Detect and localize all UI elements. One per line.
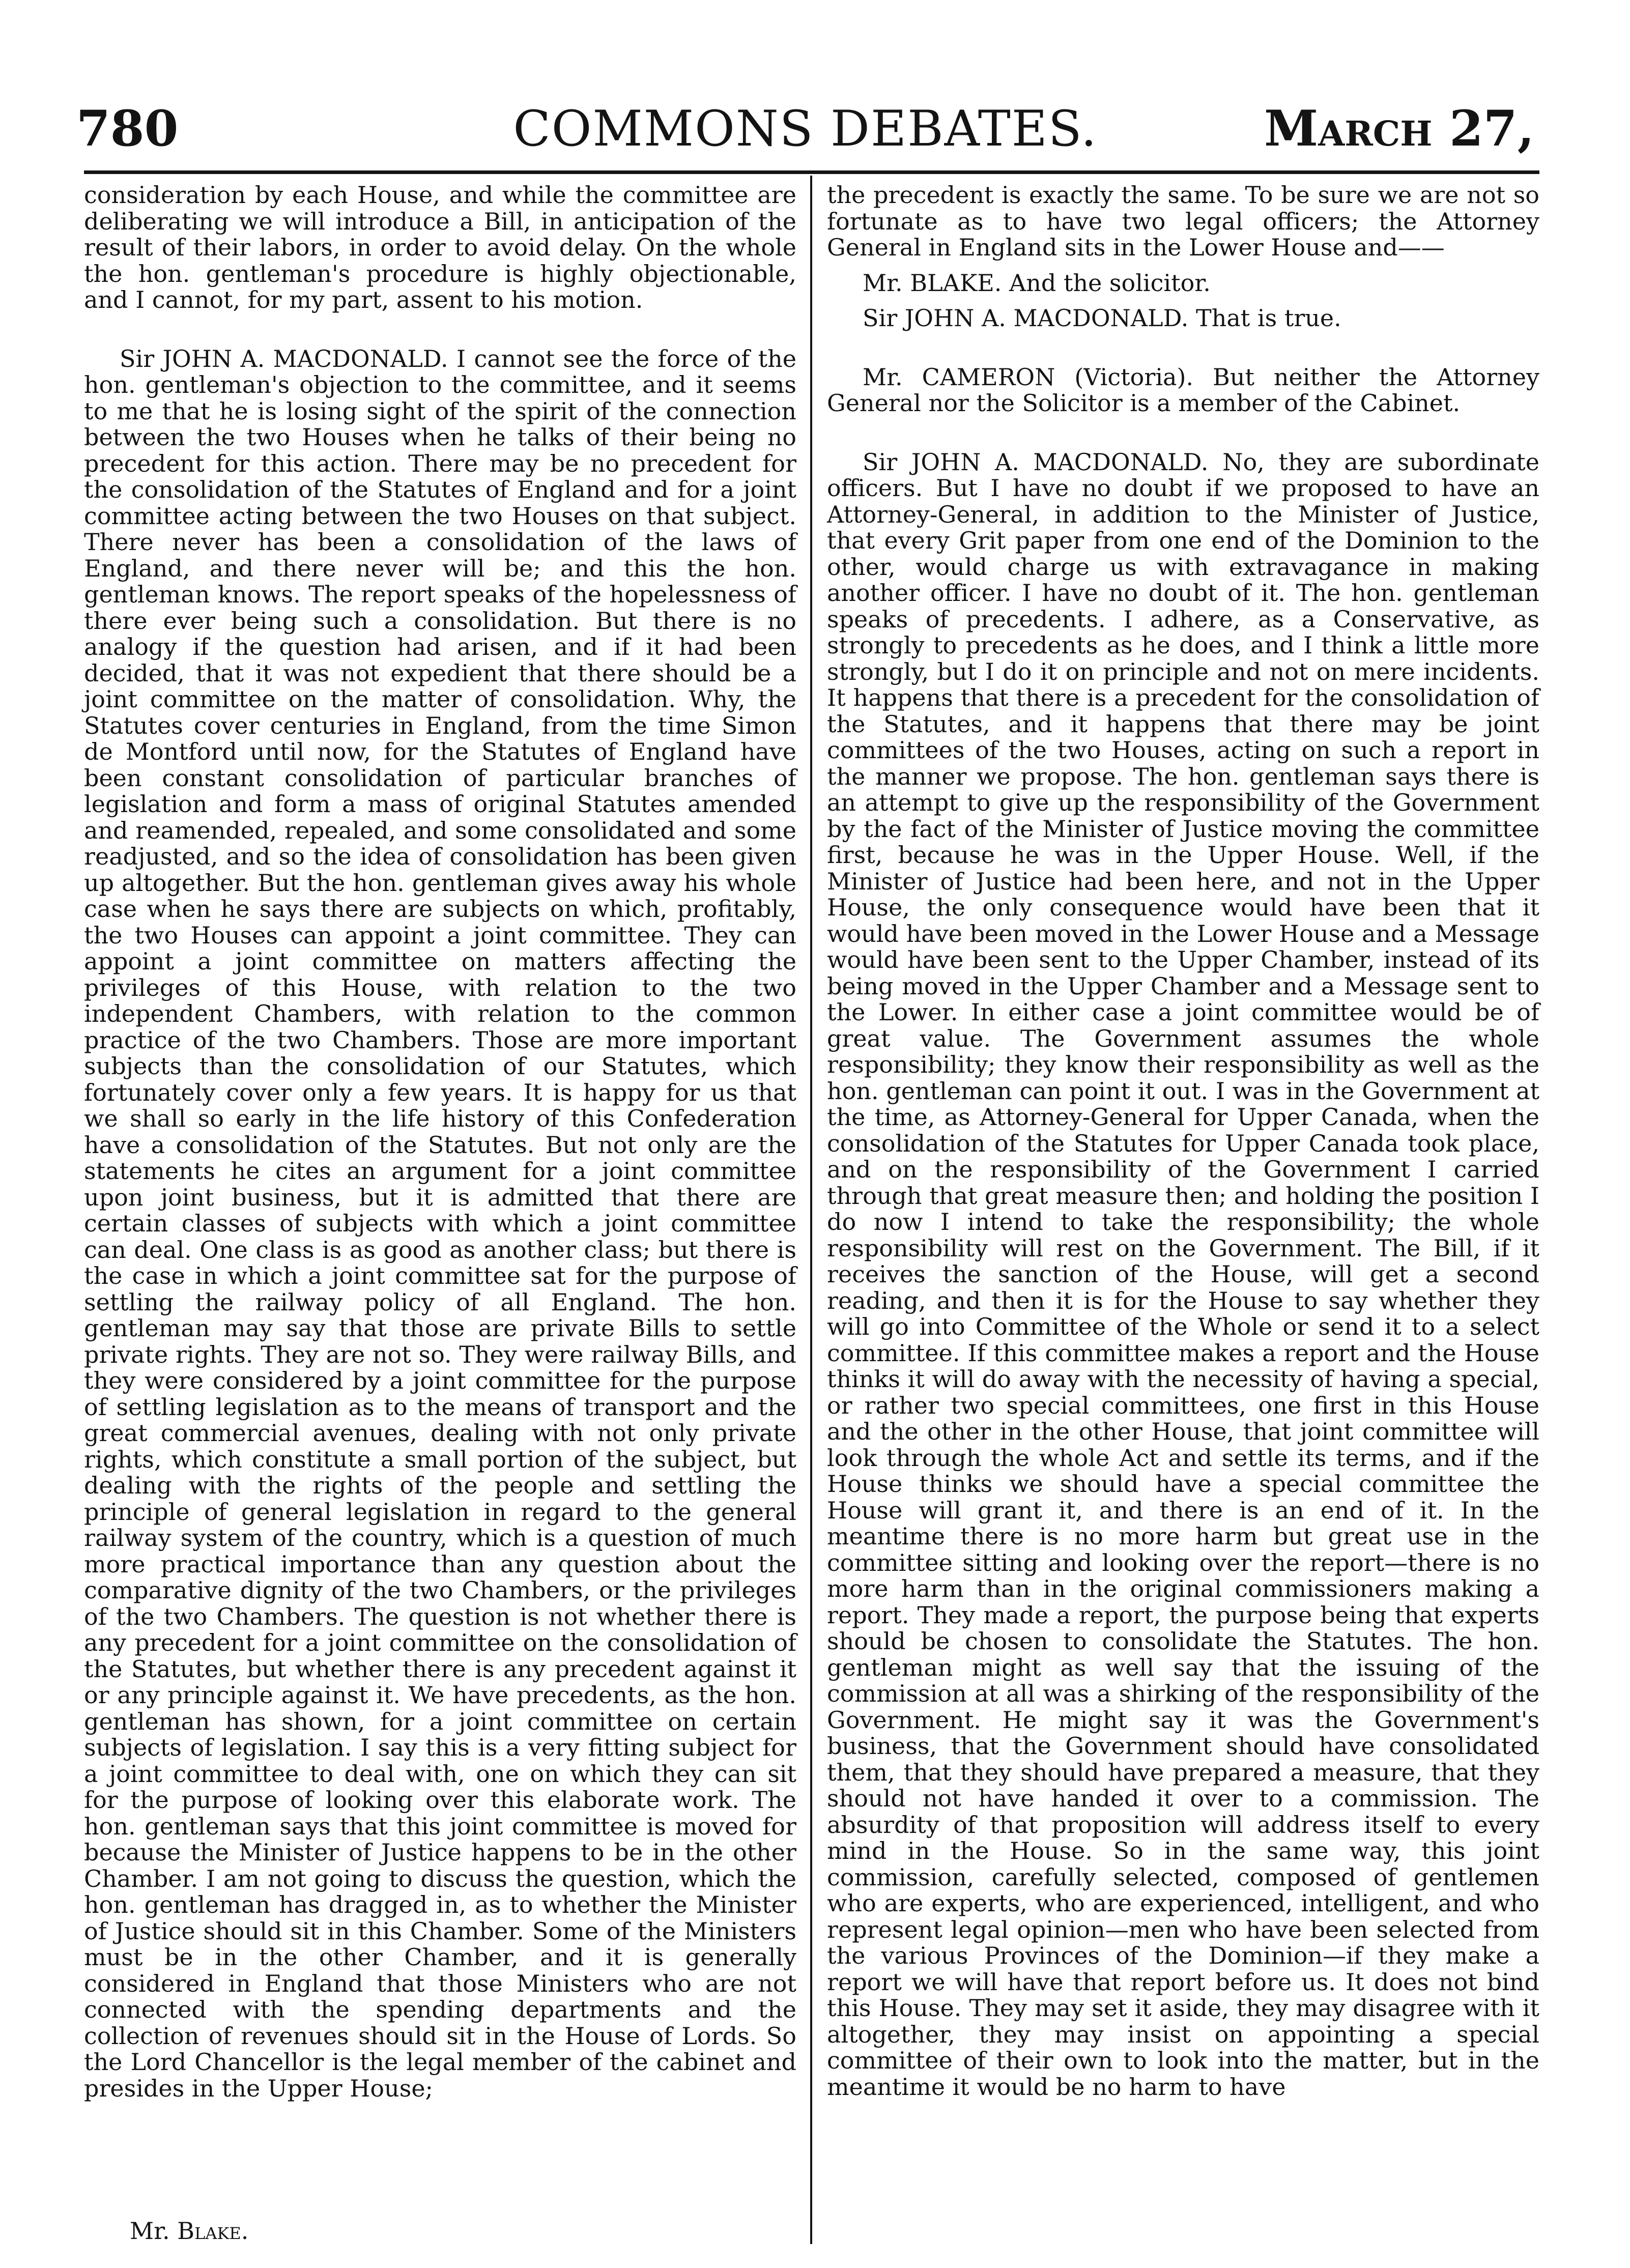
column-divider [810,176,812,2244]
speaker-name: Sir JOHN A. MACDONALD. [120,344,448,372]
speech-text: I cannot see the force of the hon. gentleman's objection to the committee, and it seems to me that he is losing sight of the spirit of the connection between the two Houses when he talks of their being no precedent for this action. There may be no precedent for the consolidation of the Statutes of England and for a joint committee acting between the two Houses on that subject. There never has been a consolidation of the laws of England, and there never will be; and this the hon. gentleman knows. The report speaks of the hopelessness of there ever being such a consolidation. But there is no analogy if the question had arisen, and if it had been decided, that it was not expedient that there should be a joint committee on the matter of consolidation. Why, the Statutes cover centuries in England, from the time Simon de Montford until now, for the Statutes of England have been constant consolidation of particular branches of legislation and form a mass of original Statutes amended and reamended, repealed, and some consolidated and some readjusted, and so the idea of consolidation has been given up altogether. But the hon. gentleman gives away his whole case when he says there are subjects on which, profitably, the two Houses can appoint a joint committee. They can appoint a joint committee on matters affecting the privileges of this House, with relation to the two independent Chambers, with relation to the common practice of the two Chambers. Those are more important subjects than the consolidation of our Statutes, which fortunately cover only a few years. It is happy for us that we shall so early in the life history of this Confederation have a consolidation of the Statutes. But not only are the statements he cites an argument for a joint committee upon joint business, but it is admitted that there are certain classes of subjects with which a joint committee can deal. One class is as good as another class; but there is the case in which a joint committee sat for the purpose of settling the railway policy of all England. The hon. gentleman may say that those are private Bills to settle private rights. They are not so. They were railway Bills, and they were considered by a joint committee for the purpose of settling legislation as to the means of transport and the great commercial avenues, dealing with not only private rights, which constitute a small portion of the subject, but dealing with the rights of the people and settling the principle of general legislation in regard to the general railway system of the country, which is a question of much more practical importance than any question about the comparative dignity of the two Chambers, or the privileges of the two Chambers. The question is not whether there is any precedent for a joint committee on the consolidation of the Statutes, but whether there is any precedent against it or any principle against it. We have precedents, as the hon. gentleman has shown, for a joint committee on certain subjects of legislation. I say this is a very fitting subject for a joint committee to deal with, one on which they can sit for the purpose of looking over this elaborate work. The hon. gentleman says that this joint committee is moved for because the Minister of Justice happens to be in the other Chamber. I am not going to discuss the question, which the hon. gentleman has dragged in, as to whether the Minister of Justice should sit in this Chamber. Some of the Ministers must be in the other Chamber, and it is generally considered in England that those Ministers who are not connected with the spending departments and the collection of revenues should sit in the House of Lords. So the Lord Chancellor is the legal member of the cabinet and presides in the Upper House; [84,344,797,2102]
header-rule [84,170,1539,174]
footer-prefix: Mr. [130,2217,170,2245]
running-title: COMMONS DEBATES. [513,100,1098,157]
right-paragraph-4: Mr. CAMERON (Victoria). But neither the Attorney General nor the Solicitor is a member of the Cabinet. [827,363,1539,417]
right-paragraph-5 [827,449,1539,2101]
left-paragraph-1: consideration by each House, and while the committee are deliberating we will introduce a Bill, in anticipation of the result of their labors, in order to avoid delay. On the whole the hon. gentleman's procedure is highly objectionable, and I cannot, for my part, assent to his motion. [84,181,796,313]
right-paragraph-1: the precedent is exactly the same. To be sure we are not so fortunate as to have two legal officers; the Attorney General in England sits in the Lower House and—— [827,181,1539,261]
speaker-name: Sir JOHN A. MACDONALD. [863,448,1209,476]
date-month: March [1264,100,1433,157]
right-paragraph-3: Sir JOHN A. MACDONALD. That is true. [863,304,1341,332]
left-column [84,182,796,2102]
footer-name: Blake. [177,2217,249,2245]
date-day: 27, [1449,100,1534,157]
page-header [76,91,1534,167]
running-date [1264,91,1534,167]
right-column [827,182,1539,2100]
left-paragraph-2 [84,346,796,2102]
page-number: 780 [76,100,179,157]
right-paragraph-2: Mr. BLAKE. And the solicitor. [863,269,1211,297]
footer-note [130,2218,248,2244]
speech-text: No, they are subordinate officers. But I have no doubt if we proposed to have an Attorney-General, in addition to the Minister of Justice, that every Grit paper from one end of the Dominion to the other, would charge us with extravagance in making another officer. I have no doubt of it. The hon. gentleman speaks of precedents. I adhere, as a Conservative, as strongly to precedents as he does, and I think a little more strongly, but I do it on principle and not on mere incidents. It happens that there is a precedent for the consolidation of the Statutes, and it happens that there may be joint committees of the two Houses, acting on such a report in the manner we propose. The hon. gentleman says there is an attempt to give up the responsibility of the Government by the fact of the Minister of Justice moving the committee first, because he was in the Upper House. Well, if the Minister of Justice had been here, and not in the Upper House, the only consequence would have been that it would have been moved in the Lower House and a Message would have been sent to the Upper Chamber, instead of its being moved in the Upper Chamber and a Message sent to the Lower. In either case a joint committee would be of great value. The Government assumes the whole responsibility; they know their responsibility as well as the hon. gentleman can point it out. I was in the Government at the time, as Attorney-General for Upper Canada, when the consolidation of the Statutes for Upper Canada took place, and on the responsibility of the Government I carried through that great measure then; and holding the position I do now I intend to take the responsibility; the whole responsibility will rest on the Government. The Bill, if it receives the sanction of the House, will get a second reading, and then it is for the House to say whether they will go into Committee of the Whole or send it to a select committee. If this committee makes a report and the House thinks it will do away with the necessity of having a special, or rather two special committees, one first in this House and the other in the other House, that joint committee will look through the whole Act and settle its terms, and if the House thinks we should have a special committee the House will grant it, and there is an end of it. In the meantime there is no more harm but great use in the committee sitting and looking over the report—there is no more harm than in the original commissioners making a report. They made a report, the purpose being that experts should be chosen to consolidate the Statutes. The hon. gentleman might as well say that the issuing of the commission at all was a shirking of the responsibility of the Government. He might say it was the Government's business, that the Government should have consolidated them, that they should have prepared a measure, that they should not have handed it over to a commission. The absurdity of that proposition will address itself to every mind in the House. So in the same way, this joint commission, carefully selected, composed of gentlemen who are experts, who are experienced, intelligent, and who represent legal opinion—men who have been selected from the various Provinces of the Dominion—if they make a report we will have that report before us. It does not bind this House. They may set it aside, they may disagree with it altogether, they may insist on appointing a special committee of their own to look into the matter, but in the meantime it would be no harm to have [827,448,1539,2101]
